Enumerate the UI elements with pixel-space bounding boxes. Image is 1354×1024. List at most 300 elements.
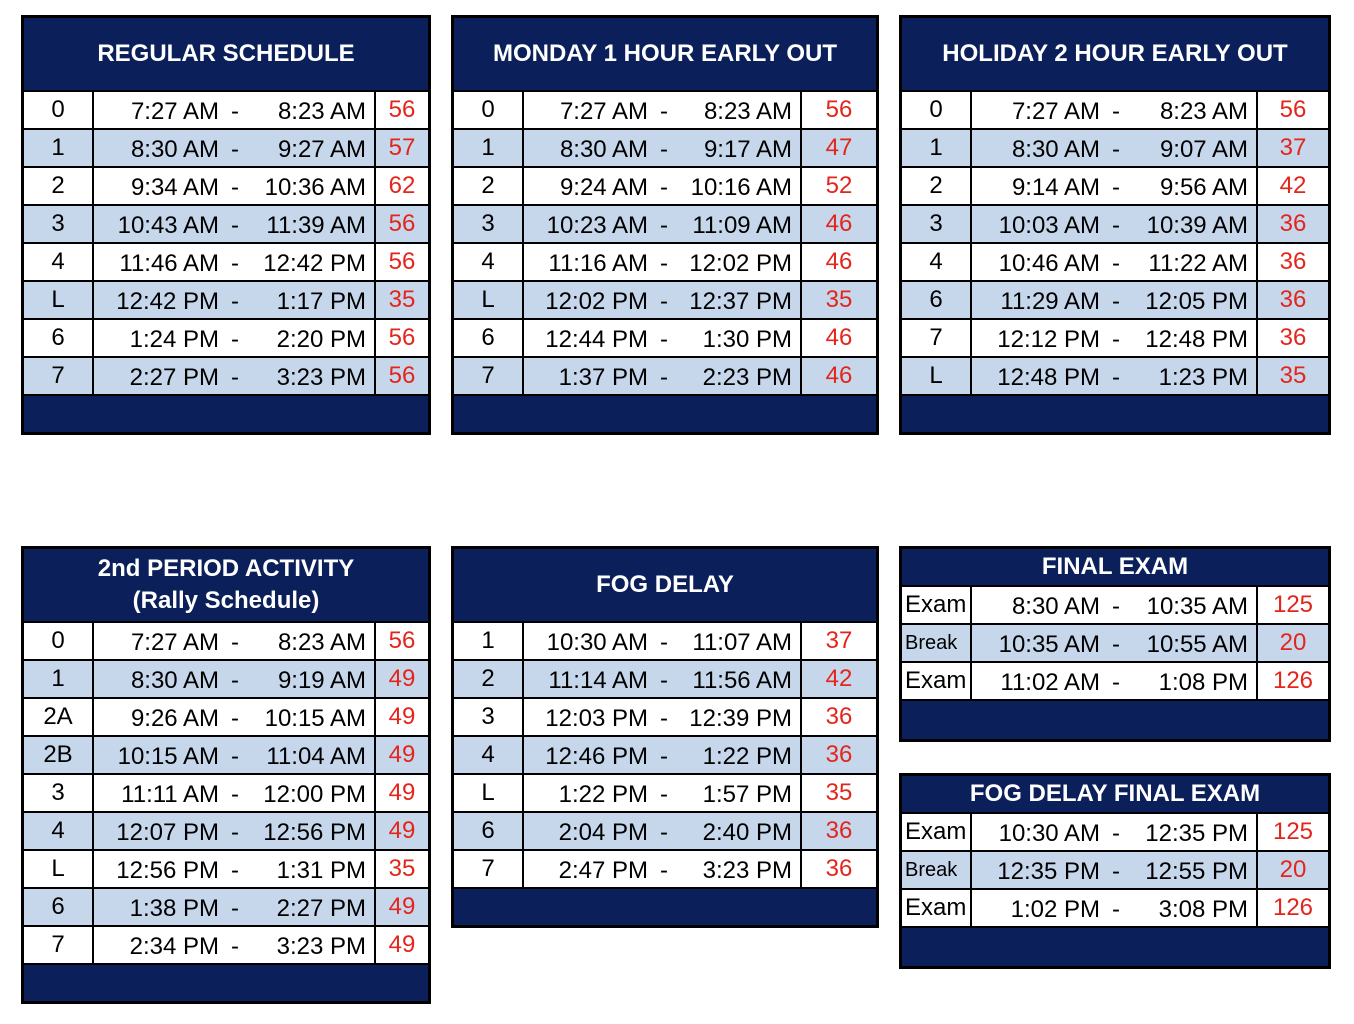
minutes-value: 56 (1279, 96, 1307, 123)
minutes-value: 36 (825, 817, 853, 844)
time-separator: - (1112, 98, 1120, 125)
minutes-value: 57 (388, 134, 416, 161)
schedule-row (454, 168, 876, 206)
period-label: 0 (454, 92, 524, 128)
period-label: 6 (454, 813, 524, 849)
start-time: 7:27 AM (130, 98, 219, 125)
end-time: 11:56 AM (692, 667, 792, 694)
time-separator: - (231, 819, 239, 846)
time-separator: - (231, 174, 239, 201)
end-time: 2:23 PM (702, 364, 792, 391)
period-label: 2 (902, 168, 972, 204)
minutes-value: 36 (825, 855, 853, 882)
schedule-row (24, 737, 428, 775)
period-label: 0 (24, 92, 94, 128)
period-label: 2 (454, 661, 524, 697)
start-time: 12:42 PM (116, 288, 219, 315)
schedule-rows (454, 623, 876, 889)
time-separator: - (1112, 669, 1120, 696)
start-time: 9:34 AM (130, 174, 219, 201)
schedule-footer (902, 928, 1328, 966)
minutes-value: 52 (825, 172, 853, 199)
end-time: 10:39 AM (1146, 212, 1248, 239)
period-label: 1 (24, 661, 94, 697)
schedule-rows (902, 587, 1328, 701)
schedule-row (24, 130, 428, 168)
start-time: 1:38 PM (129, 895, 219, 922)
minutes-value: 35 (825, 779, 853, 806)
schedule-footer (902, 396, 1328, 432)
schedule-row (24, 320, 428, 358)
time-separator: - (660, 743, 668, 770)
end-time: 12:48 PM (1145, 326, 1248, 353)
time-range (972, 358, 1258, 394)
start-time: 2:34 PM (129, 933, 219, 960)
time-range (524, 130, 802, 166)
end-time: 1:30 PM (702, 326, 792, 353)
time-separator: - (660, 705, 668, 732)
time-range (94, 737, 376, 773)
schedule-row (902, 587, 1328, 625)
time-range (524, 623, 802, 659)
time-range (972, 206, 1258, 242)
schedule-row (454, 244, 876, 282)
time-range (524, 813, 802, 849)
time-separator: - (231, 667, 239, 694)
schedule-title (454, 549, 876, 623)
time-range (972, 282, 1258, 318)
time-range (94, 623, 376, 659)
minutes-value: 36 (825, 703, 853, 730)
minutes-value: 42 (825, 665, 853, 692)
minutes-value: 37 (1279, 134, 1307, 161)
end-time: 11:07 AM (692, 629, 792, 656)
minutes-value: 49 (388, 931, 416, 958)
minutes-value: 56 (388, 627, 416, 654)
time-separator: - (660, 819, 668, 846)
schedule-row (902, 244, 1328, 282)
schedule-title-text: MONDAY 1 HOUR EARLY OUT (492, 40, 838, 67)
schedule-row (902, 92, 1328, 130)
minutes-value: 125 (1272, 591, 1314, 618)
time-range (972, 587, 1258, 623)
time-separator: - (660, 174, 668, 201)
schedule-row (902, 320, 1328, 358)
schedule-row (24, 661, 428, 699)
end-time: 10:16 AM (690, 174, 792, 201)
minutes-value: 125 (1272, 818, 1314, 845)
time-separator: - (660, 364, 668, 391)
period-label: 3 (24, 775, 94, 811)
end-time: 12:55 PM (1145, 858, 1248, 885)
end-time: 8:23 AM (277, 98, 366, 125)
period-label: 2A (24, 699, 94, 735)
minutes-value: 49 (388, 665, 416, 692)
end-time: 10:36 AM (264, 174, 366, 201)
time-separator: - (1112, 631, 1120, 658)
minutes-value: 49 (388, 741, 416, 768)
schedule-title-text: FINAL EXAM (1041, 553, 1189, 580)
schedule-title-text: HOLIDAY 2 HOUR EARLY OUT (942, 40, 1288, 67)
final-exam-table (899, 546, 1331, 742)
time-range (524, 92, 802, 128)
start-time: 11:14 AM (548, 667, 648, 694)
schedule-title-line1: 2nd PERIOD ACTIVITY (97, 555, 355, 582)
end-time: 9:07 AM (1159, 136, 1248, 163)
time-separator: - (231, 288, 239, 315)
end-time: 12:00 PM (263, 781, 366, 808)
time-separator: - (231, 933, 239, 960)
start-time: 2:27 PM (129, 364, 219, 391)
start-time: 9:24 AM (559, 174, 648, 201)
time-range (94, 699, 376, 735)
schedule-rows (902, 814, 1328, 928)
time-separator: - (231, 781, 239, 808)
time-range (524, 168, 802, 204)
start-time: 12:07 PM (116, 819, 219, 846)
minutes-value: 46 (825, 210, 853, 237)
time-separator: - (231, 895, 239, 922)
time-separator: - (231, 705, 239, 732)
period-label: 0 (902, 92, 972, 128)
period-label: 1 (24, 130, 94, 166)
schedule-footer (24, 396, 428, 432)
schedule-row (454, 813, 876, 851)
end-time: 11:39 AM (266, 212, 366, 239)
time-range (524, 320, 802, 356)
schedule-row (902, 852, 1328, 890)
end-time: 12:05 PM (1145, 288, 1248, 315)
period-label: 1 (454, 623, 524, 659)
start-time: 11:29 AM (1000, 288, 1100, 315)
time-separator: - (660, 326, 668, 353)
start-time: 11:16 AM (548, 250, 648, 277)
start-time: 12:03 PM (545, 705, 648, 732)
start-time: 1:22 PM (558, 781, 648, 808)
minutes-value: 49 (388, 703, 416, 730)
start-time: 9:14 AM (1011, 174, 1100, 201)
period-label: 3 (24, 206, 94, 242)
start-time: 2:47 PM (558, 857, 648, 884)
schedule-row (454, 661, 876, 699)
period-label: L (902, 358, 972, 394)
schedule-title-text: REGULAR SCHEDULE (97, 40, 355, 67)
end-time: 1:31 PM (276, 857, 366, 884)
time-range (972, 130, 1258, 166)
time-range (524, 244, 802, 280)
end-time: 3:23 PM (702, 857, 792, 884)
schedule-row (24, 851, 428, 889)
period-label: 6 (902, 282, 972, 318)
start-time: 10:03 AM (998, 212, 1100, 239)
schedule-row (24, 206, 428, 244)
end-time: 2:40 PM (702, 819, 792, 846)
time-range (94, 775, 376, 811)
start-time: 1:02 PM (1010, 896, 1100, 923)
time-range (524, 282, 802, 318)
minutes-value: 46 (825, 324, 853, 351)
period-label: 6 (24, 889, 94, 925)
fog-delay-final-exam-table (899, 773, 1331, 969)
time-range (94, 358, 376, 394)
period-label: Break (902, 625, 972, 661)
time-separator: - (1112, 364, 1120, 391)
end-time: 8:23 AM (277, 629, 366, 656)
schedule-footer (454, 889, 876, 925)
time-separator: - (1112, 896, 1120, 923)
time-range (94, 282, 376, 318)
time-separator: - (231, 743, 239, 770)
start-time: 12:02 PM (545, 288, 648, 315)
period-label: 3 (902, 206, 972, 242)
time-separator: - (1112, 288, 1120, 315)
time-range (94, 661, 376, 697)
period-label: 7 (454, 851, 524, 887)
minutes-value: 49 (388, 893, 416, 920)
start-time: 10:43 AM (117, 212, 219, 239)
time-range (524, 206, 802, 242)
schedule-footer (24, 965, 428, 1001)
period-label: 7 (24, 927, 94, 963)
minutes-value: 36 (1279, 286, 1307, 313)
start-time: 11:46 AM (119, 250, 219, 277)
time-range (524, 851, 802, 887)
schedule-row (902, 206, 1328, 244)
rally-schedule-table (21, 546, 431, 1004)
schedule-title-text: FOG DELAY FINAL EXAM (969, 780, 1261, 807)
time-range (972, 320, 1258, 356)
start-time: 2:04 PM (558, 819, 648, 846)
minutes-value: 42 (1279, 172, 1307, 199)
time-separator: - (231, 250, 239, 277)
minutes-value: 36 (825, 741, 853, 768)
end-time: 3:23 PM (276, 364, 366, 391)
time-range (524, 737, 802, 773)
time-separator: - (231, 326, 239, 353)
end-time: 9:17 AM (703, 136, 792, 163)
time-separator: - (1112, 593, 1120, 620)
schedule-title (24, 18, 428, 92)
start-time: 7:27 AM (1011, 98, 1100, 125)
time-separator: - (231, 98, 239, 125)
period-label: 2 (454, 168, 524, 204)
period-label: 0 (24, 623, 94, 659)
minutes-value: 126 (1272, 667, 1314, 694)
minutes-value: 47 (825, 134, 853, 161)
time-separator: - (1112, 212, 1120, 239)
schedule-title (24, 549, 428, 623)
time-separator: - (1112, 858, 1120, 885)
minutes-value: 35 (1279, 362, 1307, 389)
period-label: Break (902, 852, 972, 888)
time-separator: - (1112, 174, 1120, 201)
monday-early-out-table (451, 15, 879, 435)
end-time: 8:23 AM (1159, 98, 1248, 125)
time-range (94, 168, 376, 204)
schedule-row (454, 851, 876, 889)
minutes-value: 49 (388, 779, 416, 806)
end-time: 1:57 PM (702, 781, 792, 808)
start-time: 10:23 AM (546, 212, 648, 239)
schedule-footer (454, 396, 876, 432)
schedule-row (902, 282, 1328, 320)
schedule-title (454, 18, 876, 92)
schedule-row (24, 358, 428, 396)
period-label: Exam (902, 814, 972, 850)
time-range (94, 244, 376, 280)
period-label: 7 (902, 320, 972, 356)
time-separator: - (660, 781, 668, 808)
end-time: 9:56 AM (1159, 174, 1248, 201)
time-separator: - (231, 364, 239, 391)
minutes-value: 126 (1272, 894, 1314, 921)
minutes-value: 36 (1279, 210, 1307, 237)
schedule-row (454, 699, 876, 737)
end-time: 11:22 AM (1148, 250, 1248, 277)
period-label: Exam (902, 890, 972, 926)
schedule-row (902, 168, 1328, 206)
end-time: 10:55 AM (1146, 631, 1248, 658)
start-time: 11:02 AM (1000, 669, 1100, 696)
period-label: 2B (24, 737, 94, 773)
time-range (972, 814, 1258, 850)
period-label: 2 (24, 168, 94, 204)
time-range (94, 927, 376, 963)
schedule-rows (902, 92, 1328, 396)
period-label: 4 (454, 737, 524, 773)
period-label: 3 (454, 699, 524, 735)
time-range (972, 890, 1258, 926)
start-time: 7:27 AM (559, 98, 648, 125)
end-time: 11:04 AM (266, 743, 366, 770)
start-time: 10:46 AM (998, 250, 1100, 277)
minutes-value: 62 (388, 172, 416, 199)
period-label: 4 (24, 813, 94, 849)
schedule-row (454, 623, 876, 661)
schedule-row (454, 206, 876, 244)
schedule-title (902, 549, 1328, 587)
minutes-value: 36 (1279, 248, 1307, 275)
end-time: 9:27 AM (277, 136, 366, 163)
minutes-value: 56 (388, 324, 416, 351)
period-label: 7 (24, 358, 94, 394)
end-time: 8:23 AM (703, 98, 792, 125)
start-time: 1:24 PM (129, 326, 219, 353)
time-range (524, 699, 802, 735)
minutes-value: 35 (388, 855, 416, 882)
start-time: 7:27 AM (130, 629, 219, 656)
schedule-row (24, 282, 428, 320)
schedule-row (454, 775, 876, 813)
end-time: 2:20 PM (276, 326, 366, 353)
minutes-value: 20 (1279, 629, 1307, 656)
time-separator: - (660, 288, 668, 315)
time-separator: - (231, 136, 239, 163)
schedule-row (454, 130, 876, 168)
period-label: 1 (902, 130, 972, 166)
schedule-row (24, 775, 428, 813)
time-separator: - (1112, 136, 1120, 163)
time-range (524, 661, 802, 697)
start-time: 10:30 AM (998, 820, 1100, 847)
schedule-title-line2: (Rally Schedule) (132, 587, 320, 614)
schedule-row (902, 890, 1328, 928)
end-time: 11:09 AM (692, 212, 792, 239)
end-time: 1:23 PM (1158, 364, 1248, 391)
schedule-row (454, 737, 876, 775)
time-range (972, 244, 1258, 280)
holiday-early-out-table (899, 15, 1331, 435)
end-time: 12:42 PM (263, 250, 366, 277)
schedule-row (902, 358, 1328, 396)
start-time: 10:35 AM (998, 631, 1100, 658)
schedule-row (24, 92, 428, 130)
minutes-value: 35 (388, 286, 416, 313)
schedule-row (24, 699, 428, 737)
start-time: 12:44 PM (545, 326, 648, 353)
period-label: Exam (902, 587, 972, 623)
time-separator: - (660, 629, 668, 656)
schedule-title (902, 776, 1328, 814)
minutes-value: 37 (825, 627, 853, 654)
time-range (94, 813, 376, 849)
end-time: 12:02 PM (689, 250, 792, 277)
minutes-value: 56 (825, 96, 853, 123)
end-time: 12:37 PM (689, 288, 792, 315)
time-separator: - (660, 98, 668, 125)
time-separator: - (1112, 326, 1120, 353)
schedule-rows (454, 92, 876, 396)
end-time: 1:17 PM (276, 288, 366, 315)
period-label: 4 (902, 244, 972, 280)
start-time: 8:30 AM (130, 667, 219, 694)
time-range (524, 775, 802, 811)
time-separator: - (660, 136, 668, 163)
period-label: 1 (454, 130, 524, 166)
time-range (94, 851, 376, 887)
time-separator: - (660, 857, 668, 884)
start-time: 8:30 AM (130, 136, 219, 163)
schedule-row (454, 92, 876, 130)
schedule-row (24, 623, 428, 661)
time-range (94, 889, 376, 925)
end-time: 12:39 PM (689, 705, 792, 732)
minutes-value: 56 (388, 362, 416, 389)
start-time: 8:30 AM (1011, 593, 1100, 620)
schedule-row (902, 663, 1328, 701)
period-label: L (454, 282, 524, 318)
minutes-value: 46 (825, 248, 853, 275)
schedule-row (454, 320, 876, 358)
schedule-row (24, 168, 428, 206)
time-range (524, 358, 802, 394)
start-time: 12:35 PM (997, 858, 1100, 885)
minutes-value: 49 (388, 817, 416, 844)
schedule-row (454, 282, 876, 320)
period-label: Exam (902, 663, 972, 699)
period-label: 6 (454, 320, 524, 356)
end-time: 12:35 PM (1145, 820, 1248, 847)
minutes-value: 46 (825, 362, 853, 389)
time-range (972, 625, 1258, 661)
period-label: 3 (454, 206, 524, 242)
period-label: L (24, 282, 94, 318)
time-range (94, 320, 376, 356)
time-separator: - (660, 250, 668, 277)
end-time: 1:08 PM (1158, 669, 1248, 696)
schedule-rows (24, 623, 428, 965)
end-time: 10:15 AM (264, 705, 366, 732)
